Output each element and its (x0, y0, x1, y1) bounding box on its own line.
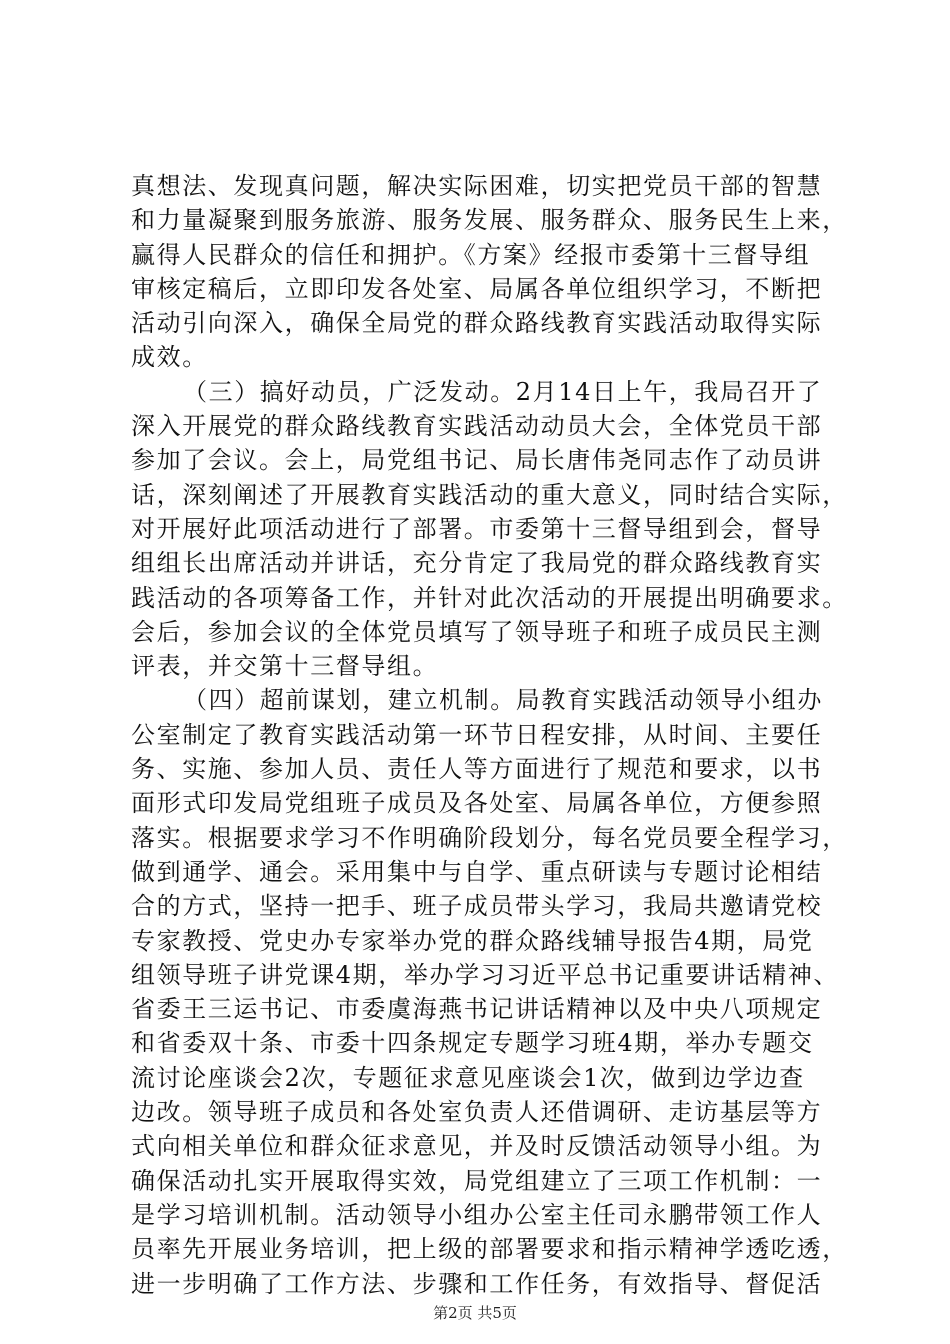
text-line: 践活动的各项筹备工作，并针对此次活动的开展提出明确要求。 (131, 583, 848, 612)
text-line: 审核定稿后，立即印发各处室、局属各单位组织学习，不断把 (131, 274, 823, 303)
text-line: 评表，并交第十三督导组。 (131, 652, 439, 681)
text-line: 合的方式，坚持一把手、班子成员带头学习，我局共邀请党校 (131, 892, 823, 921)
text-line: 对开展好此项活动进行了部署。市委第十三督导组到会，督导 (131, 514, 823, 543)
text-line: 深入开展党的群众路线教育实践活动动员大会，全体党员干部 (131, 412, 823, 441)
text-line: 做到通学、通会。采用集中与自学、重点研读与专题讨论相结 (131, 857, 823, 886)
text-line: 和力量凝聚到服务旅游、服务发展、服务群众、服务民生上来， (131, 206, 848, 235)
text-line: 话，深刻阐述了开展教育实践活动的重大意义，同时结合实际， (131, 480, 848, 509)
text-line: 活动引向深入，确保全局党的群众路线教育实践活动取得实际 (131, 309, 823, 338)
text-line: （三）搞好动员，广泛发动。2月14日上午，我局召开了 (183, 377, 823, 406)
text-line: 落实。根据要求学习不作明确阶段划分，每名党员要全程学习， (131, 823, 848, 852)
text-line: 公室制定了教育实践活动第一环节日程安排，从时间、主要任 (131, 720, 823, 749)
text-line: 确保活动扎实开展取得实效，局党组建立了三项工作机制：一 (131, 1166, 823, 1195)
text-line: 务、实施、参加人员、责任人等方面进行了规范和要求，以书 (131, 755, 823, 784)
text-line: 式向相关单位和群众征求意见，并及时反馈活动领导小组。为 (131, 1132, 823, 1161)
text-line: 是学习培训机制。活动领导小组办公室主任司永鹏带领工作人 (131, 1200, 823, 1229)
text-line: 流讨论座谈会2次，专题征求意见座谈会1次，做到边学边查 (131, 1063, 805, 1092)
text-line: 员率先开展业务培训，把上级的部署要求和指示精神学透吃透， (131, 1235, 848, 1264)
text-line: 赢得人民群众的信任和拥护。《方案》经报市委第十三督导组 (131, 240, 811, 269)
text-line: 进一步明确了工作方法、步骤和工作任务，有效指导、督促活 (131, 1269, 823, 1298)
text-line: 省委王三运书记、市委虞海燕书记讲话精神以及中央八项规定 (131, 995, 823, 1024)
text-line: （四）超前谋划，建立机制。局教育实践活动领导小组办 (183, 686, 823, 715)
text-line: 成效。 (131, 343, 208, 372)
page-footer: 第2页 共5页 (433, 1304, 517, 1322)
text-line: 组领导班子讲党课4期，举办学习习近平总书记重要讲话精神、 (131, 960, 840, 989)
text-line: 真想法、发现真问题，解决实际困难，切实把党员干部的智慧 (131, 172, 823, 200)
text-line: 面形式印发局党组班子成员及各处室、局属各单位，方便参照 (131, 789, 823, 818)
document-body (131, 169, 848, 1301)
text-line: 组组长出席活动并讲话，充分肯定了我局党的群众路线教育实 (131, 549, 823, 578)
text-line: 专家教授、党史办专家举办党的群众路线辅导报告4期，局党 (131, 926, 814, 955)
text-line: 参加了会议。会上，局党组书记、局长唐伟尧同志作了动员讲 (131, 446, 823, 475)
text-line: 边改。领导班子成员和各处室负责人还借调研、走访基层等方 (131, 1098, 823, 1127)
text-line: 和省委双十条、市委十四条规定专题学习班4期，举办专题交 (131, 1029, 814, 1058)
text-line: 会后，参加会议的全体党员填写了领导班子和班子成员民主测 (131, 617, 823, 646)
